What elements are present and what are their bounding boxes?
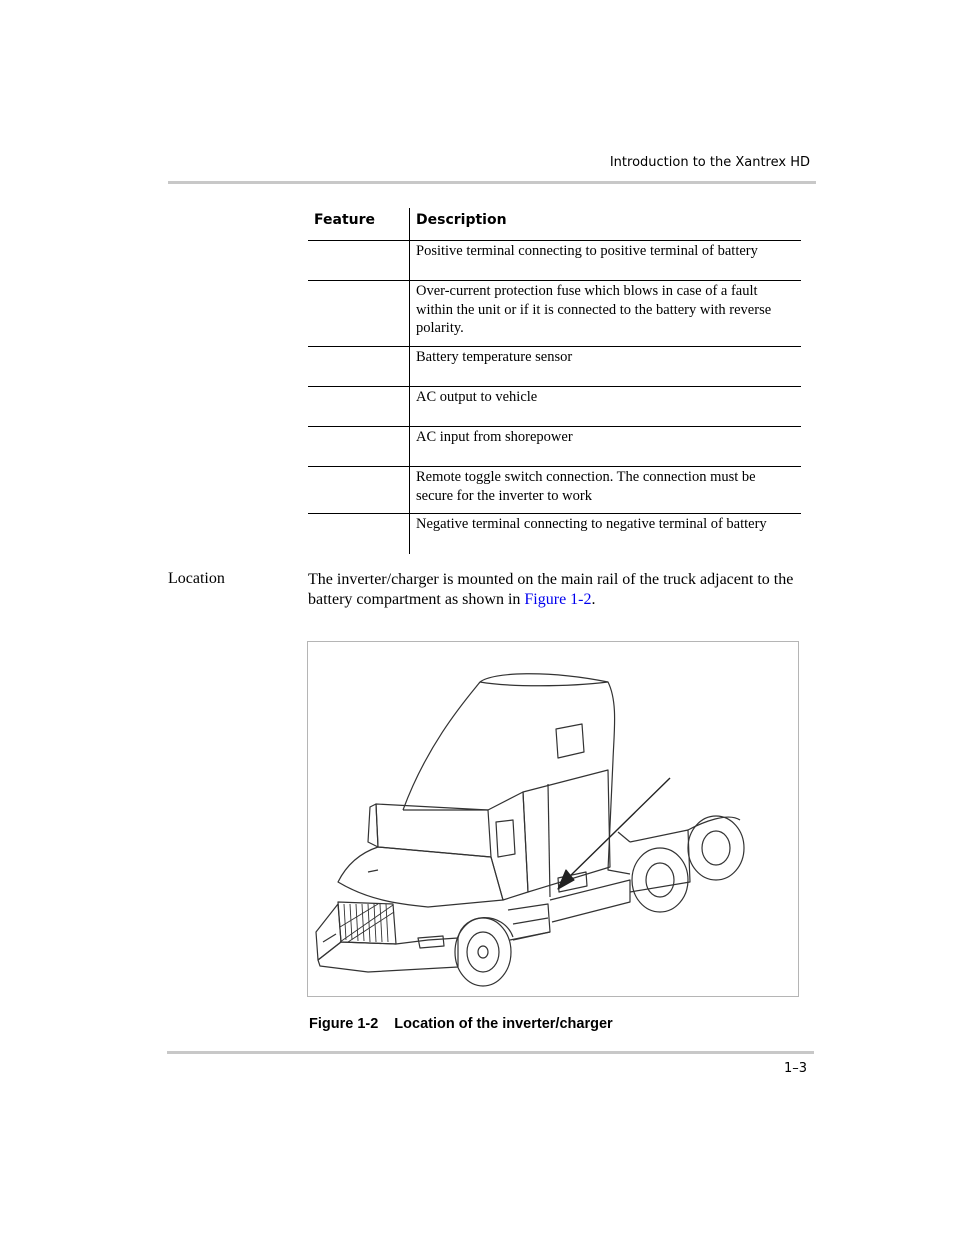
description-cell: Battery temperature sensor (410, 347, 802, 387)
figure-title: Location of the inverter/charger (394, 1016, 613, 1032)
feature-cell (308, 514, 410, 554)
feature-cell (308, 427, 410, 467)
column-header-description: Description (416, 212, 507, 228)
table-row (308, 467, 801, 514)
feature-cell (308, 241, 410, 281)
feature-table (308, 208, 801, 554)
table-header-row (308, 208, 801, 241)
header-rule (168, 181, 816, 184)
column-header-feature: Feature (308, 208, 410, 241)
table-row (308, 281, 801, 347)
description-cell: AC output to vehicle (410, 387, 802, 427)
truck-figure (307, 641, 799, 997)
description-cell: Positive terminal connecting to positive terminal of battery (410, 241, 802, 281)
description-cell: Over-current protection fuse which blows in case of a fault within the unit or if it is connected to the battery with reverse polarity. (410, 281, 802, 347)
feature-cell (308, 387, 410, 427)
footer-rule (167, 1051, 814, 1054)
description-cell: Negative terminal connecting to negative terminal of battery (410, 514, 802, 554)
section-label: Location (168, 570, 225, 587)
table-row (308, 427, 801, 467)
running-header: Introduction to the Xantrex HD (609, 155, 810, 170)
table-row (308, 347, 801, 387)
truck-illustration (308, 642, 798, 996)
description-cell: Remote toggle switch connection. The connection must be secure for the inverter to work (410, 467, 802, 514)
description-cell: AC input from shorepower (410, 427, 802, 467)
feature-cell (308, 467, 410, 514)
body-paragraph (308, 570, 808, 610)
page-number: 1–3 (783, 1061, 807, 1076)
table-row (308, 387, 801, 427)
figure-link[interactable]: Figure 1-2 (524, 591, 592, 608)
feature-cell (308, 281, 410, 347)
table-row (308, 514, 801, 554)
paragraph-text: The inverter/charger is mounted on the main rail of the truck adjacent to the battery compartment as shown in (308, 571, 794, 608)
figure-caption (309, 1016, 613, 1032)
paragraph-end: . (591, 591, 596, 608)
table-row (308, 241, 801, 281)
feature-cell (308, 347, 410, 387)
figure-number: Figure 1-2 (309, 1016, 379, 1032)
